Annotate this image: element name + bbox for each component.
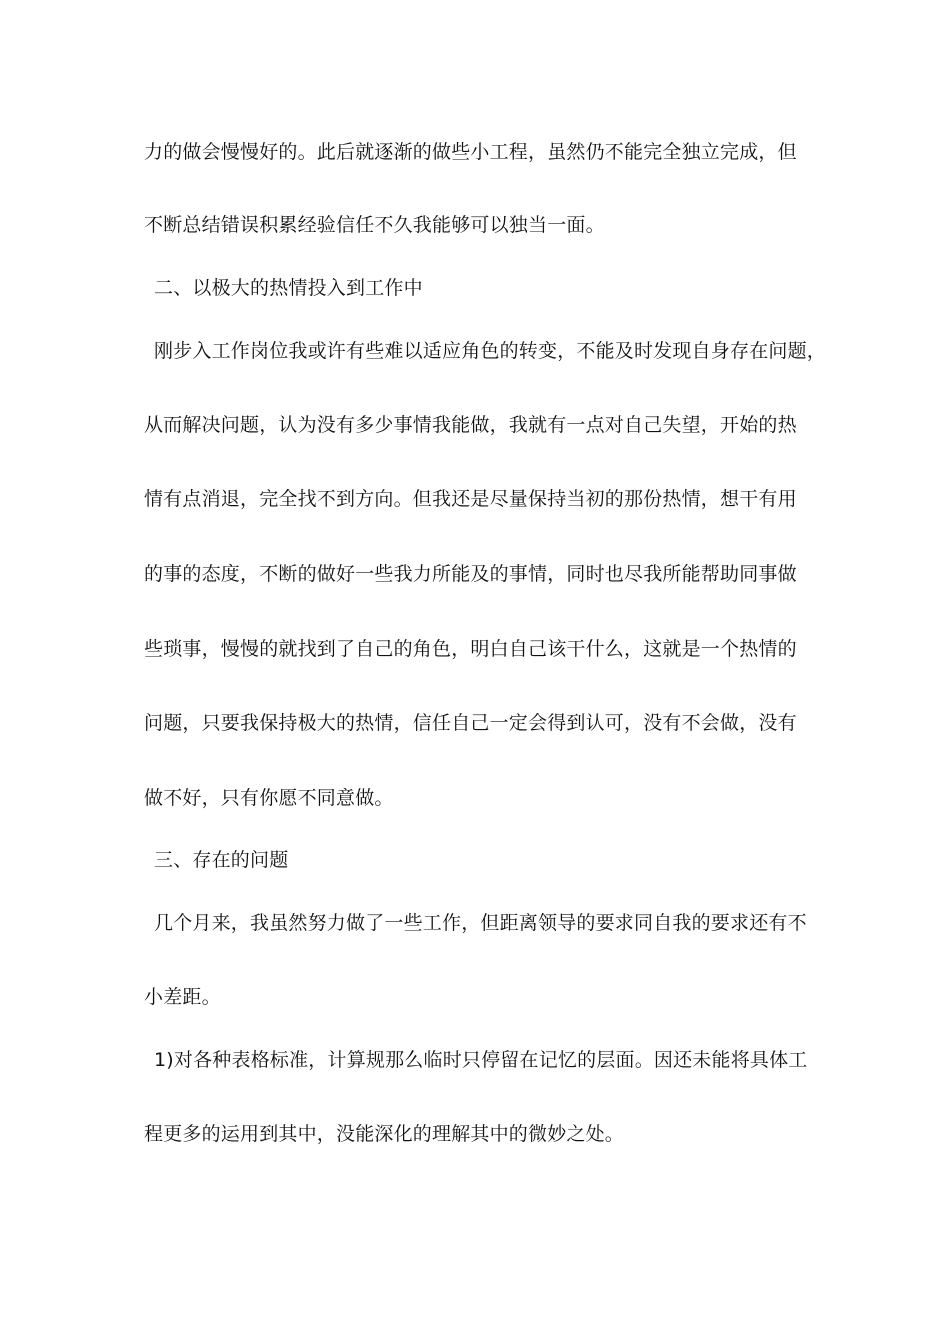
section-heading: 二、以极大的热情投入到工作中 <box>154 277 423 299</box>
body-text-line: 程更多的运用到其中，没能深化的理解其中的微妙之处。 <box>144 1123 625 1145</box>
section-heading: 三、存在的问题 <box>154 849 289 871</box>
body-text-line: 从而解决问题，认为没有多少事情我能做，我就有一点对自己失望，开始的热 <box>144 414 797 436</box>
body-text-line: 不断总结错误积累经验信任不久我能够可以独当一面。 <box>144 214 605 236</box>
list-item-first-line: 1)对各种表格标准，计算规那么临时只停留在记忆的层面。因还未能将具体工 <box>154 1049 808 1071</box>
body-text-line: 做不好，只有你愿不同意做。 <box>144 787 394 809</box>
body-text-line: 情有点消退，完全找不到方向。但我还是尽量保持当初的那份热情，想干有用 <box>144 488 797 510</box>
body-text-line: 的事的态度，不断的做好一些我力所能及的事情，同时也尽我所能帮助同事做 <box>144 563 797 585</box>
body-text-line: 力的做会慢慢好的。此后就逐渐的做些小工程，虽然仍不能完全独立完成，但 <box>144 141 797 163</box>
body-text-line: 问题，只要我保持极大的热情，信任自己一定会得到认可，没有不会做，没有 <box>144 712 797 734</box>
body-text-line: 些琐事，慢慢的就找到了自己的角色，明白自己该干什么，这就是一个热情的 <box>144 638 797 660</box>
paragraph-first-line: 刚步入工作岗位我或许有些难以适应角色的转变，不能及时发现自身存在问题， <box>154 340 827 362</box>
body-text-line: 小差距。 <box>144 986 221 1008</box>
paragraph-first-line: 几个月来，我虽然努力做了一些工作，但距离领导的要求同自我的要求还有不 <box>154 912 807 934</box>
